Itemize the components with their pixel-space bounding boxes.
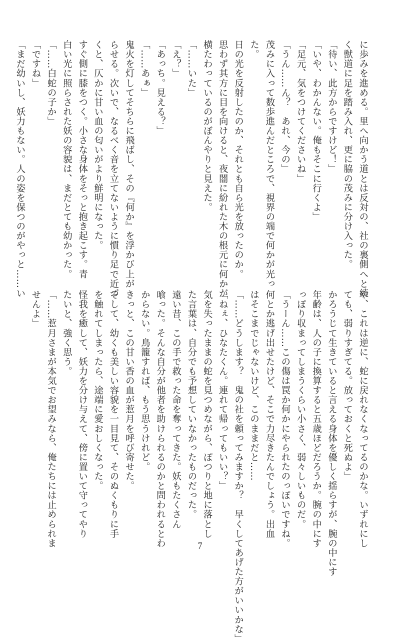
text-line: や、これは逆に、蛇に戻れなくなってるのかな。いずれにし: [357, 290, 368, 548]
text-line: 怪我を癒して、妖力を分け与えて、傍に置いて守ってやり: [76, 290, 88, 539]
text-line: 「……いた」: [185, 40, 197, 98]
text-line: に歩みを進める。里へ向かう道とは反対の、社の裏側へと続: [357, 40, 368, 298]
text-line: 喰った。そんな自分が他者を助けられるのかと問われるとわ: [154, 290, 166, 548]
text-line: 「待い、此方からですけど！」: [325, 40, 337, 174]
text-line: 「……どうします？ 鬼の社を頼ってみますか？ 早くしてあげた方がいいかな」: [232, 290, 244, 643]
text-line: 「いや、わかんない。俺もそこに行くよ」: [310, 40, 322, 222]
text-line: 白い光に照らされた妖の容貌は、まだとても幼かった。: [60, 40, 72, 279]
text-line: はそこまでじゃないけど、このままだと……: [247, 290, 259, 481]
text-line: 茂みに入って数歩進んだところで、視界の端で何かが光っ: [263, 40, 275, 289]
text-line: 思わず其方に目を向けると、夜闇に紛れた木の根元に何かが: [216, 40, 228, 298]
text-line: た言葉は、自分でも予想していなかったものだった。: [185, 290, 197, 520]
text-line: た。: [247, 40, 259, 60]
text-line: すぐ側に膝をつく。小さな身体をそっと抱き起こす。青: [76, 40, 88, 279]
text-line: らせる。次いで、なるべく音を立てないように慣り足で近づ: [107, 40, 119, 298]
text-line: を触れてしまったら、途端に愛おしくなった。: [91, 290, 103, 491]
text-line: 「足元、気をつけてくださいね」: [294, 40, 306, 184]
text-line: く獣道に足を踏み入れ、更に脇の茂みに分け入った。: [341, 40, 353, 270]
text-line: 「ねぇ、ひなたくん。連れて帰ってもいい？」: [216, 290, 228, 491]
text-line: 日の光を反射したのか、それとも自ら光を放ったのか。: [232, 40, 244, 279]
text-line: せんよ」: [29, 290, 41, 329]
text-line: きっと、この甘い香の血が惹月を呼び寄せた。: [123, 290, 135, 491]
text-line: 年齢は、人の子に換算すると五歳ほどだろうか。腕の中にす: [310, 290, 322, 548]
text-line: 「まだ幼いし、妖力もない。人の姿を保つのがやっと……い: [13, 40, 25, 298]
text-line: たいと、強く思う。: [60, 290, 72, 376]
text-line: くと、仄かに甘い血の匂いがより鮮明になった。: [91, 40, 103, 251]
text-line: かろうじて生きていると言える身体を優しく揺らすが、腕の中にす: [325, 290, 337, 577]
text-line: 「……あぁ」: [138, 40, 150, 98]
text-line: 遠い昔、この手で救った命を奪ってきた。妖もたくさん: [169, 290, 181, 529]
text-line: 気を失ったままの蛇を見つめながら、ぽつりと地に落とし: [201, 290, 213, 539]
text-line: そして、幼くも美しい容貌を一目見て、そのぬくもりに手: [107, 290, 119, 539]
text-line: 横たわっているのがぼんやりと見えた。: [201, 40, 213, 212]
text-line: ても、弱りすぎてる。放っておくと死ぬよ」: [341, 290, 353, 481]
text-line: 「うーん……この傷は罠か何かにやられたのっぽいですね。: [279, 290, 291, 548]
text-line: 鬼火を灯してそちらに飛ばし、その『何か』を浮かび上が: [123, 40, 135, 289]
text-line: 「……惹月さまが本気でお望みなら、俺たちには止められま: [45, 290, 57, 548]
text-line: 「……白蛇の子か」: [45, 40, 57, 126]
text-line: 「ですね」: [29, 40, 41, 88]
text-line: 何とか逃げ出せたけど、そこで力尽きたんでしょう。出血: [263, 290, 275, 539]
text-line: 「うん……ん？ あれ、今の」: [279, 40, 291, 174]
text-line: 「あっち。見える？」: [154, 40, 166, 136]
text-line: からない。鳥籠すれば、もう思うけれど。: [138, 290, 150, 472]
top-text-block: [11, 40, 370, 298]
bottom-text-block: [27, 290, 370, 643]
text-line: 「え？」: [169, 40, 181, 79]
text-line: っぽり収まってしまうくらい小さく、弱々しいものだ。: [294, 290, 306, 529]
page-number: 7: [197, 541, 203, 551]
